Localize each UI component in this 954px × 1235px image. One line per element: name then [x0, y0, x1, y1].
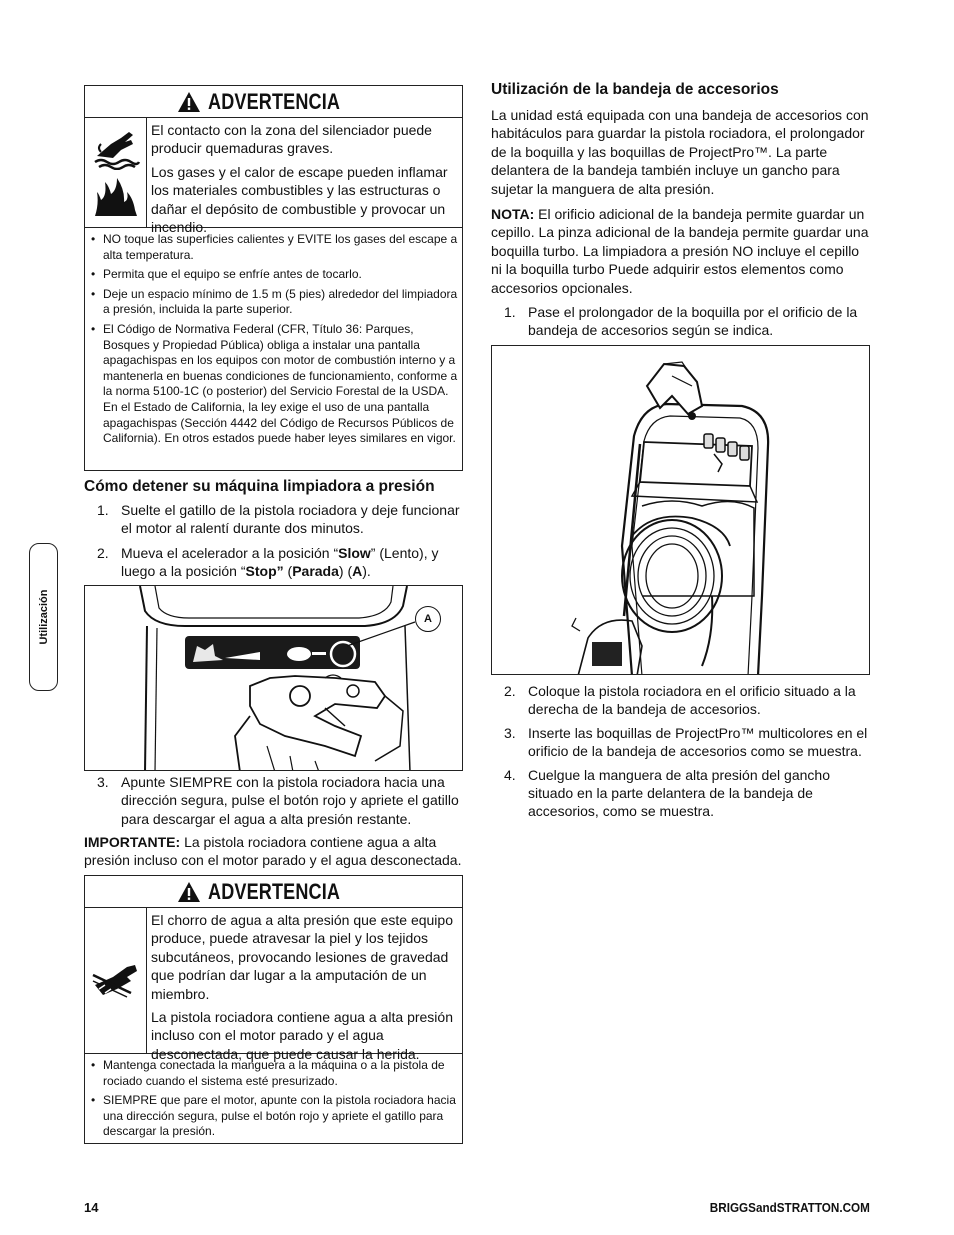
warning-bullet-list: [85, 1054, 462, 1148]
accessory-tray-figure: [491, 345, 870, 675]
stop-step-3-block: [97, 773, 463, 828]
hot-surface-hand-icon: [91, 126, 141, 170]
pressure-washer-illustration: [492, 346, 870, 675]
warning-box-injection: [84, 875, 463, 1144]
warning-bullet: • Mantenga conectada la manguera a la máquina o a la pistola de rociado cuando el sistema esté presurizado.: [91, 1058, 445, 1088]
warning-title: ADVERTENCIA: [208, 88, 341, 114]
tray-step-4: 4. Cuelgue la manguera de alta presión del gancho situado en la parte delantera de la bandeja de accesorios, como se muestra.: [504, 766, 830, 820]
tray-section-heading: Utilización de la bandeja de accesorios: [491, 81, 779, 98]
tray-step-1-block: [504, 303, 870, 340]
warning-bullet: • SIEMPRE que pare el motor, apunte con la pistola rociadora hacia una dirección segura, pulse el botón rojo y apriete el gatillo para descargar la presión.: [91, 1093, 456, 1139]
throttle-illustration: [85, 586, 463, 771]
tray-intro: La unidad está equipada con una bandeja de accesorios con habitáculos para guardar la pistola rociadora, el prolongador de la boquilla y las boquillas de ProjectPro™. La parte delantera de la bandeja también incluye un gancho para sujetar la manguera de alta presión.: [491, 107, 869, 197]
section-side-tab: [29, 543, 58, 691]
stop-steps-list: [97, 501, 463, 581]
stop-section-heading: Cómo detener su máquina limpiadora a presión: [84, 478, 435, 495]
page-number: 14: [84, 1200, 99, 1215]
tray-step-2: 2. Coloque la pistola rociadora en el orificio situado a la derecha de la bandeja de accesorios.: [504, 683, 856, 718]
warning-triangle-icon: [177, 91, 201, 113]
warning-bullet: • NO toque las superficies calientes y EVITE los gases del escape a alta temperatura.: [91, 232, 458, 262]
warning-hazard-row: [85, 908, 462, 1062]
stop-step-2: 2. Mueva el acelerador a la posición “Slow” (Lento), y luego a la posición “Stop” (Parada) (A).: [97, 544, 439, 580]
warning-header: [85, 876, 462, 908]
side-tab-label: Utilización: [37, 589, 50, 645]
tray-step-3: 3. Inserte las boquillas de ProjectPro™ multicolores en el orificio de la bandeja de accesorios como se muestra.: [504, 724, 868, 760]
warning-hazard-row: [85, 118, 462, 236]
callout-a-circle: [415, 606, 441, 632]
fire-icon: [91, 170, 141, 220]
stop-step-3: 3. Apunte SIEMPRE con la pistola rociadora hacia una dirección segura, pulse el botón rojo y apriete el gatillo para descargar el agua a alta presión restante.: [97, 774, 459, 827]
warning-paragraph: La pistola rociadora contiene agua a alta presión incluso con el motor parado y el agua desconectada, que puede causar la herida.: [151, 1009, 453, 1062]
important-note: IMPORTANTE: La pistola rociadora contiene agua a alta presión incluso con el motor parado y el agua desconectada.: [84, 834, 462, 869]
tray-steps-list: [504, 682, 870, 821]
warning-bullet-list: [85, 228, 462, 455]
throttle-figure: [84, 585, 463, 771]
tray-step-1: 1. Pase el prolongador de la boquilla por el orificio de la bandeja de accesorios según se indica.: [504, 304, 858, 339]
warning-header: [85, 86, 462, 118]
warning-icons: [85, 118, 147, 227]
warning-text: [147, 118, 462, 236]
warning-icons: [85, 908, 147, 1053]
tray-note: NOTA: El orificio adicional de la bandeja permite guardar un cepillo. La pinza adicional de la bandeja permite guardar una boquilla turbo. La limpiadora a presión NO incluye el cepillo ni la boquilla turbo Puede adquirir estos elementos como accesorios opcionales.: [491, 206, 869, 296]
warning-title: ADVERTENCIA: [208, 878, 341, 904]
warning-paragraph: El contacto con la zona del silenciador puede producir quemaduras graves.: [151, 122, 432, 157]
callout-a-label: A: [424, 613, 432, 625]
warning-paragraph: Los gases y el calor de escape pueden inflamar los materiales combustibles y las estructuras o dañar el depósito de combustible y provocar un incendio.: [151, 163, 448, 236]
footer-website: BRIGGSandSTRATTON.COM: [709, 1200, 870, 1215]
warning-paragraph: El chorro de agua a alta presión que este equipo produce, puede atravesar la piel y los tejidos subcutáneos, provocando lesiones de gravedad que podrían dar lugar a la amputación de un miembro.: [151, 912, 453, 1002]
high-pressure-injection-icon: [91, 959, 141, 1003]
warning-text: [147, 908, 462, 1062]
warning-bullet: • Permita que el equipo se enfríe antes de tocarlo.: [91, 267, 362, 282]
warning-bullet: • Deje un espacio mínimo de 1.5 m (5 pies) alrededor del limpiadora a presión, incluida la parte superior.: [91, 286, 458, 317]
stop-step-1: 1. Suelte el gatillo de la pistola rociadora y deje funcionar el motor al ralentí durante dos minutos.: [97, 502, 460, 537]
warning-bullet: • El Código de Normativa Federal (CFR, Título 36: Parques, Bosques y Propiedad Pública) obliga a instalar una pantalla apagachispas en los equipos con motor de combustión interno y a mantenerla en buenas condiciones de funcionamiento, conforme a la norma 5100-1C (o posterior) del Servicio Forestal de la USDA. En el Estado de California, la ley exige el uso de una pantalla apagachispas (Sección 4442 del Código de Recursos Públicos de California). En otros estados puede haber leyes similares en vigor.: [91, 321, 458, 446]
warning-box-burns: [84, 85, 463, 471]
warning-triangle-icon: [177, 881, 201, 903]
